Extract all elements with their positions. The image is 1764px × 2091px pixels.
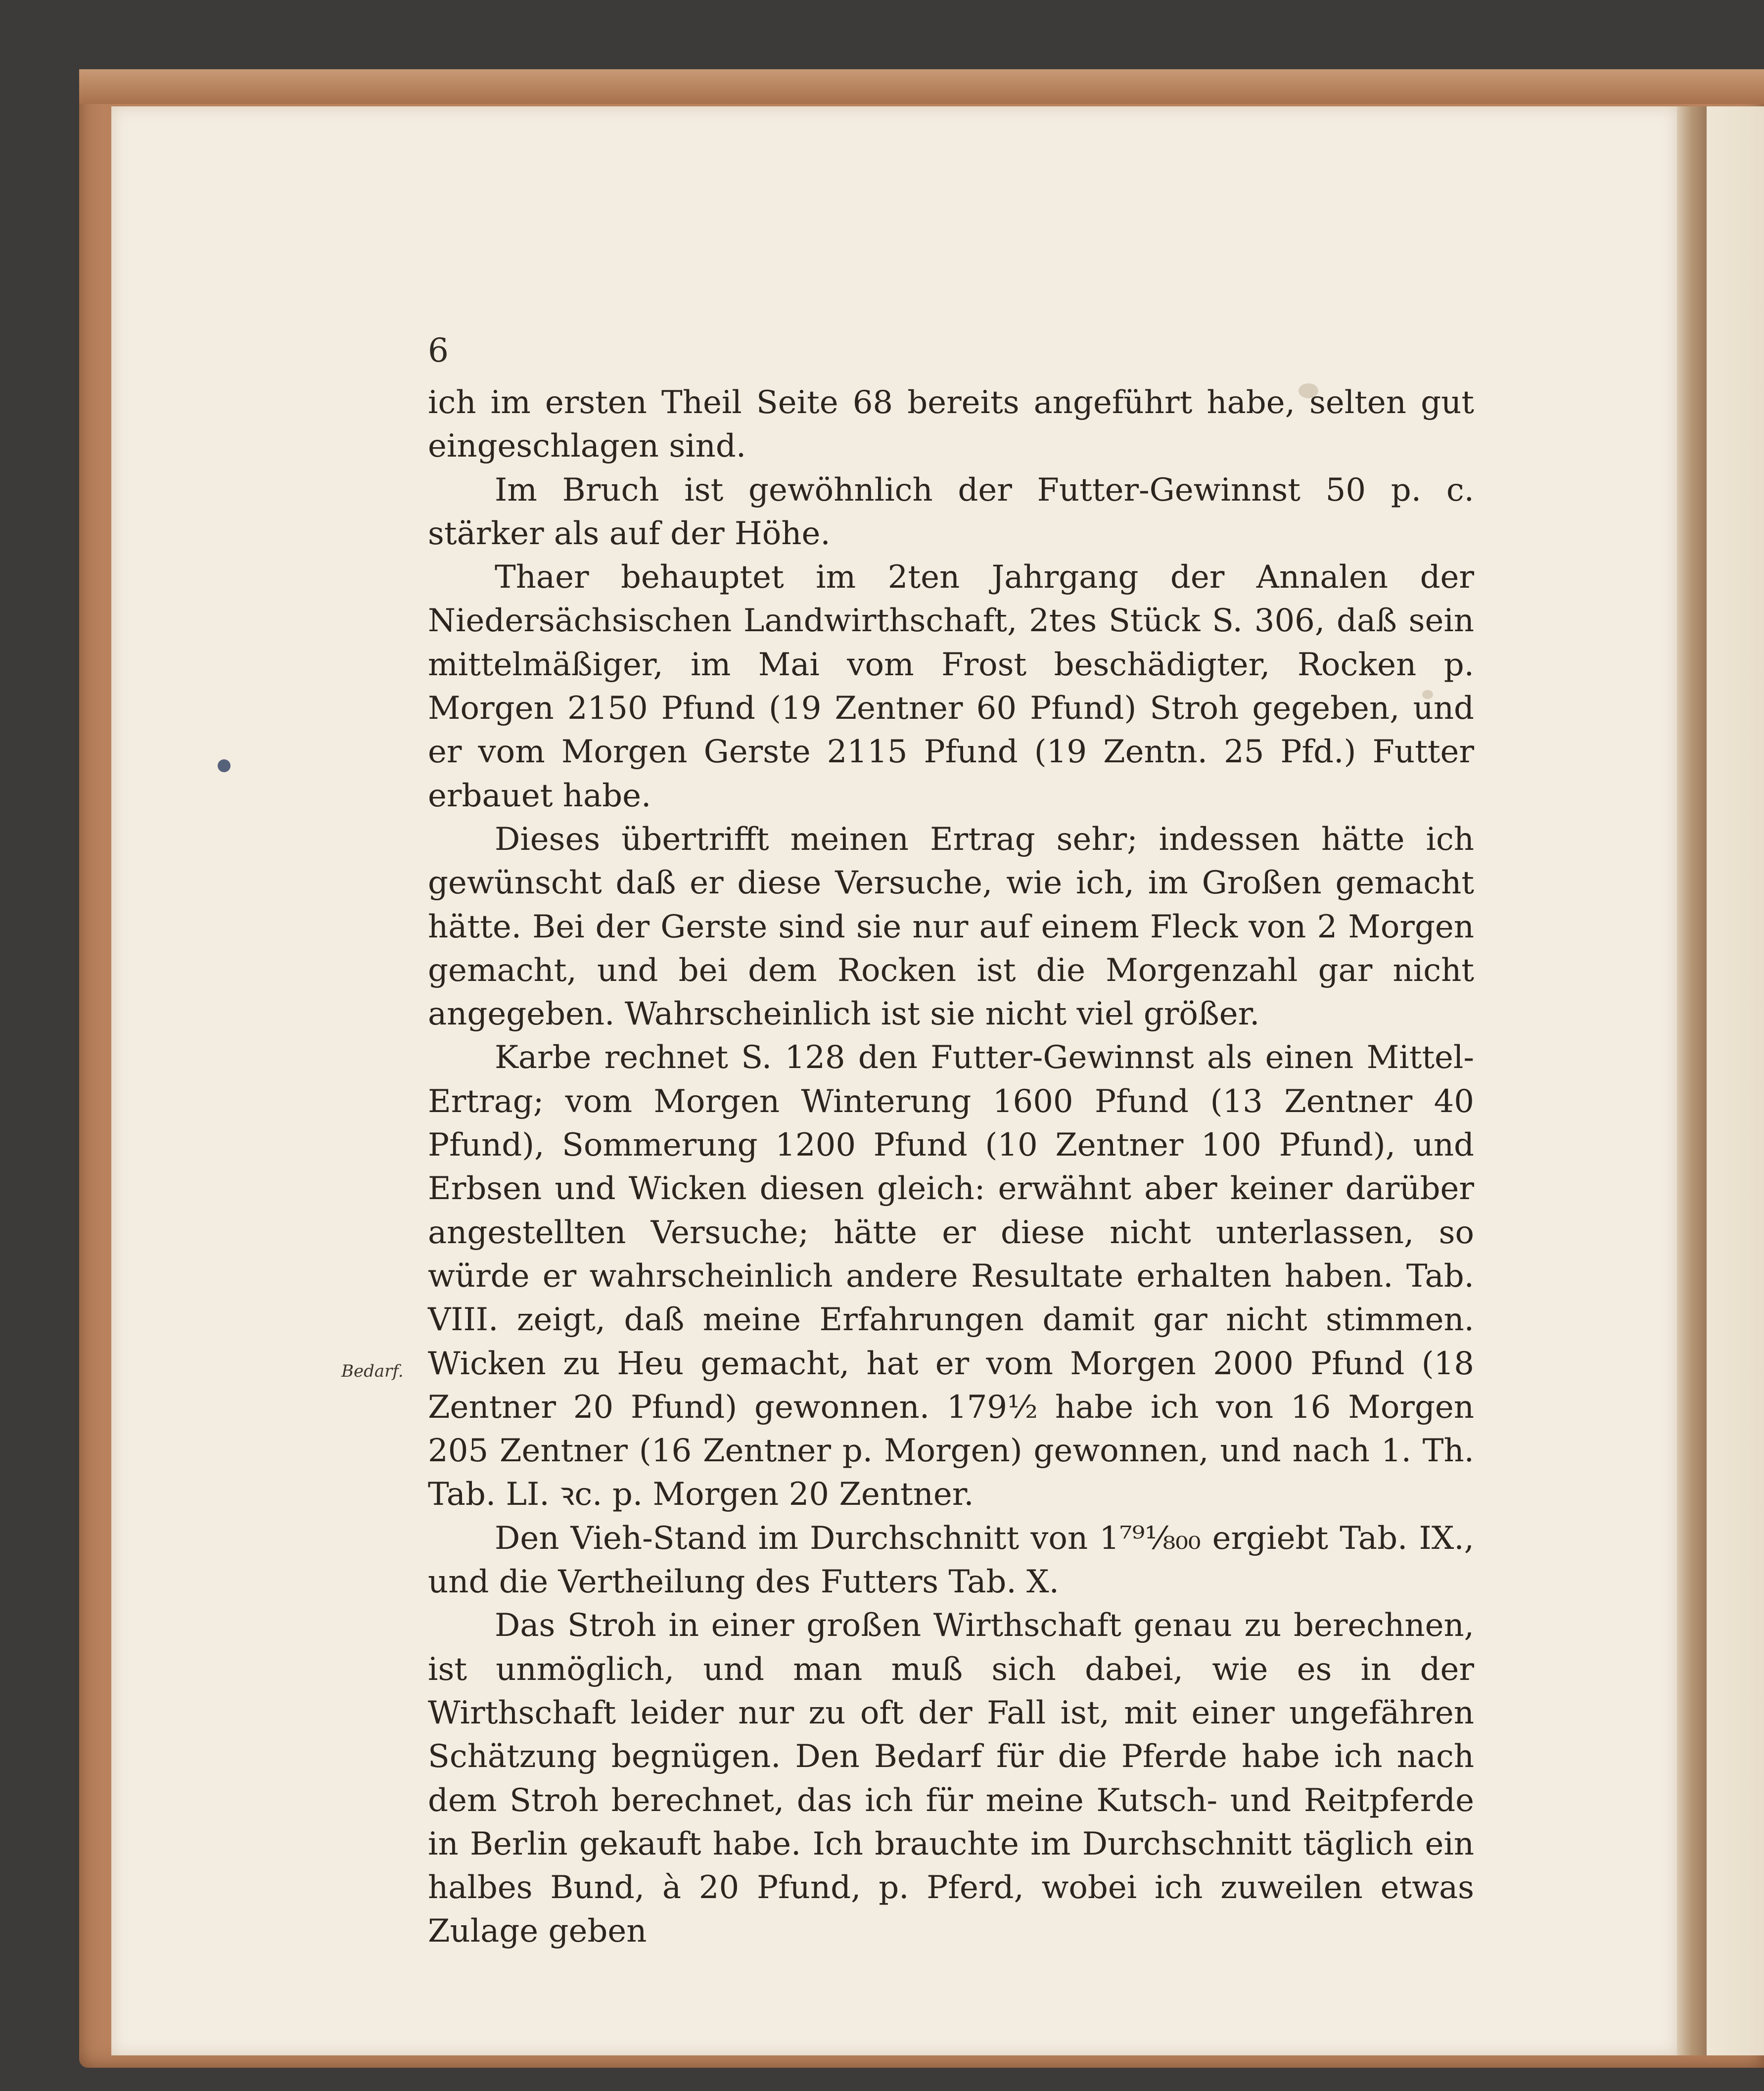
paragraph: Im Bruch ist gewöhnlich der Futter-Gewinnst 50 p. c. stärker als auf der Höhe.: [428, 471, 1474, 552]
margin-note: Bedarf.: [341, 1361, 404, 1381]
page-number: 6: [428, 331, 449, 370]
page-gutter: [1677, 106, 1707, 2055]
body-text: [428, 381, 1474, 1953]
paragraph: Thaer behauptet im 2ten Jahrgang der Annalen der Niedersächsischen Landwirthschaft, 2tes Stück S. 306, daß sein mittelmäßiger, im Mai vom Frost beschädigter, Rocken p. Morgen 2150 Pfund (19 Zentner 60 Pfund) Stroh gegeben, und er vom Morgen Gerste 2115 Pfund (19 Zentn. 25 Pfd.) Futter erbauet habe.: [428, 559, 1474, 814]
book-top-edge: [79, 69, 1764, 104]
paragraph: Den Vieh-Stand im Durchschnitt von 1⁷⁹¹⁄₈₀₀ ergiebt Tab. IX., und die Vertheilung des Futters Tab. X.: [428, 1520, 1474, 1601]
paragraph: Karbe rechnet S. 128 den Futter-Gewinnst als einen Mittel-Ertrag; vom Morgen Winterung 1600 Pfund (13 Zentner 40 Pfund), Sommerung 1200 Pfund (10 Zentner 100 Pfund), und Erbsen und Wicken diesen gleich: erwähnt aber keiner darüber angestellten Versuche; hätte er diese nicht unterlassen, so würde er wahrscheinlich andere Resultate erhalten haben. Tab. VIII. zeigt, daß meine Erfahrungen damit gar nicht stimmen. Wicken zu Heu gemacht, hat er vom Morgen 2000 Pfund (18 Zentner 20 Pfund) gewonnen. 179½ habe ich von 16 Morgen 205 Zentner (16 Zentner p. Morgen) gewonnen, und nach 1. Th. Tab. LI. ꝛc. p. Morgen 20 Zentner.: [428, 1039, 1474, 1513]
paragraph: Dieses übertrifft meinen Ertrag sehr; indessen hätte ich gewünscht daß er diese Versuche, wie ich, im Großen gemacht hätte. Bei der Gerste sind sie nur auf einem Fleck von 2 Morgen gemacht, und bei dem Rocken ist die Morgenzahl gar nicht angegeben. Wahrscheinlich ist sie nicht viel größer.: [428, 821, 1474, 1033]
facing-page-edge: [1707, 106, 1764, 2055]
paragraph: Das Stroh in einer großen Wirthschaft genau zu berechnen, ist unmöglich, und man muß sich dabei, wie es in der Wirthschaft leider nur zu oft der Fall ist, mit einer ungefähren Schätzung begnügen. Den Bedarf für die Pferde habe ich nach dem Stroh berechnet, das ich für meine Kutsch- und Reitpferde in Berlin gekauft habe. Ich brauchte im Durchschnitt täglich ein halbes Bund, à 20 Pfund, p. Pferd, wobei ich zuweilen etwas Zulage geben: [428, 1607, 1474, 1950]
ink-dot: [218, 759, 231, 772]
paragraph: ich im ersten Theil Seite 68 bereits angeführt habe, selten gut eingeschlagen sind.: [428, 384, 1474, 465]
